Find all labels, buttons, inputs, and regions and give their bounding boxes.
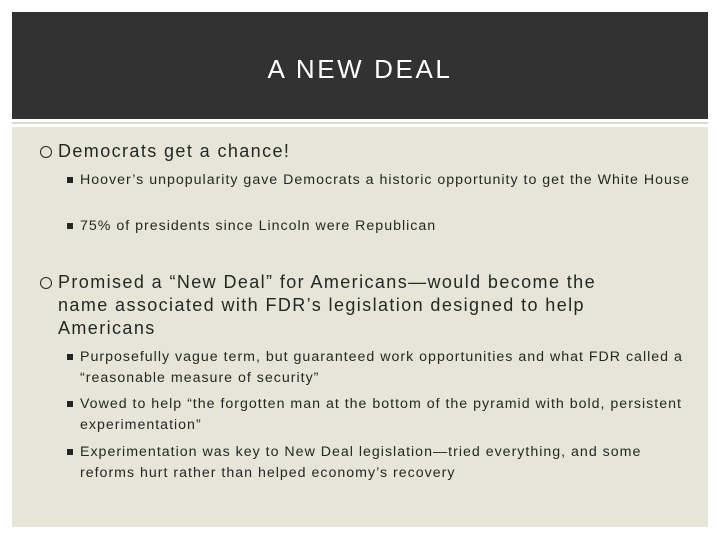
subbullet-text: Experimentation was key to New Deal legislation—tried everything, and some reforms hurt rather than helped economy’s recovery — [80, 444, 642, 481]
subbullet-text: 75% of presidents since Lincoln were Republican — [80, 218, 437, 234]
slide-title: A NEW DEAL — [267, 54, 453, 84]
subbullet-hoover — [67, 170, 697, 191]
bullet-new-deal — [40, 271, 650, 340]
divider — [12, 122, 708, 124]
square-bullet-icon — [67, 177, 73, 183]
square-bullet-icon — [67, 223, 73, 229]
bullet-text: Promised a “New Deal” for Americans—would become the name associated with FDR’s legislation designed to help Americans — [58, 272, 596, 338]
subbullet-presidents — [67, 216, 697, 237]
square-bullet-icon — [67, 354, 73, 360]
subbullet-text: Hoover’s unpopularity gave Democrats a historic opportunity to get the White House — [80, 172, 690, 188]
subbullet-forgotten-man — [67, 394, 697, 436]
subbullet-text: Purposefully vague term, but guaranteed work opportunities and what FDR called a “reasonable measure of security” — [80, 349, 683, 386]
square-bullet-icon — [67, 449, 73, 455]
square-bullet-icon — [67, 401, 73, 407]
subbullet-experimentation — [67, 442, 697, 484]
subbullet-vague-term — [67, 347, 697, 389]
title-bar — [12, 12, 708, 119]
hollow-circle-bullet-icon — [40, 146, 52, 158]
subbullet-text: Vowed to help “the forgotten man at the bottom of the pyramid with bold, persistent experimentation” — [80, 396, 682, 433]
bullet-text: Democrats get a chance! — [58, 141, 291, 161]
hollow-circle-bullet-icon — [40, 277, 52, 289]
content-panel — [12, 127, 708, 527]
bullet-democrats — [40, 140, 680, 163]
